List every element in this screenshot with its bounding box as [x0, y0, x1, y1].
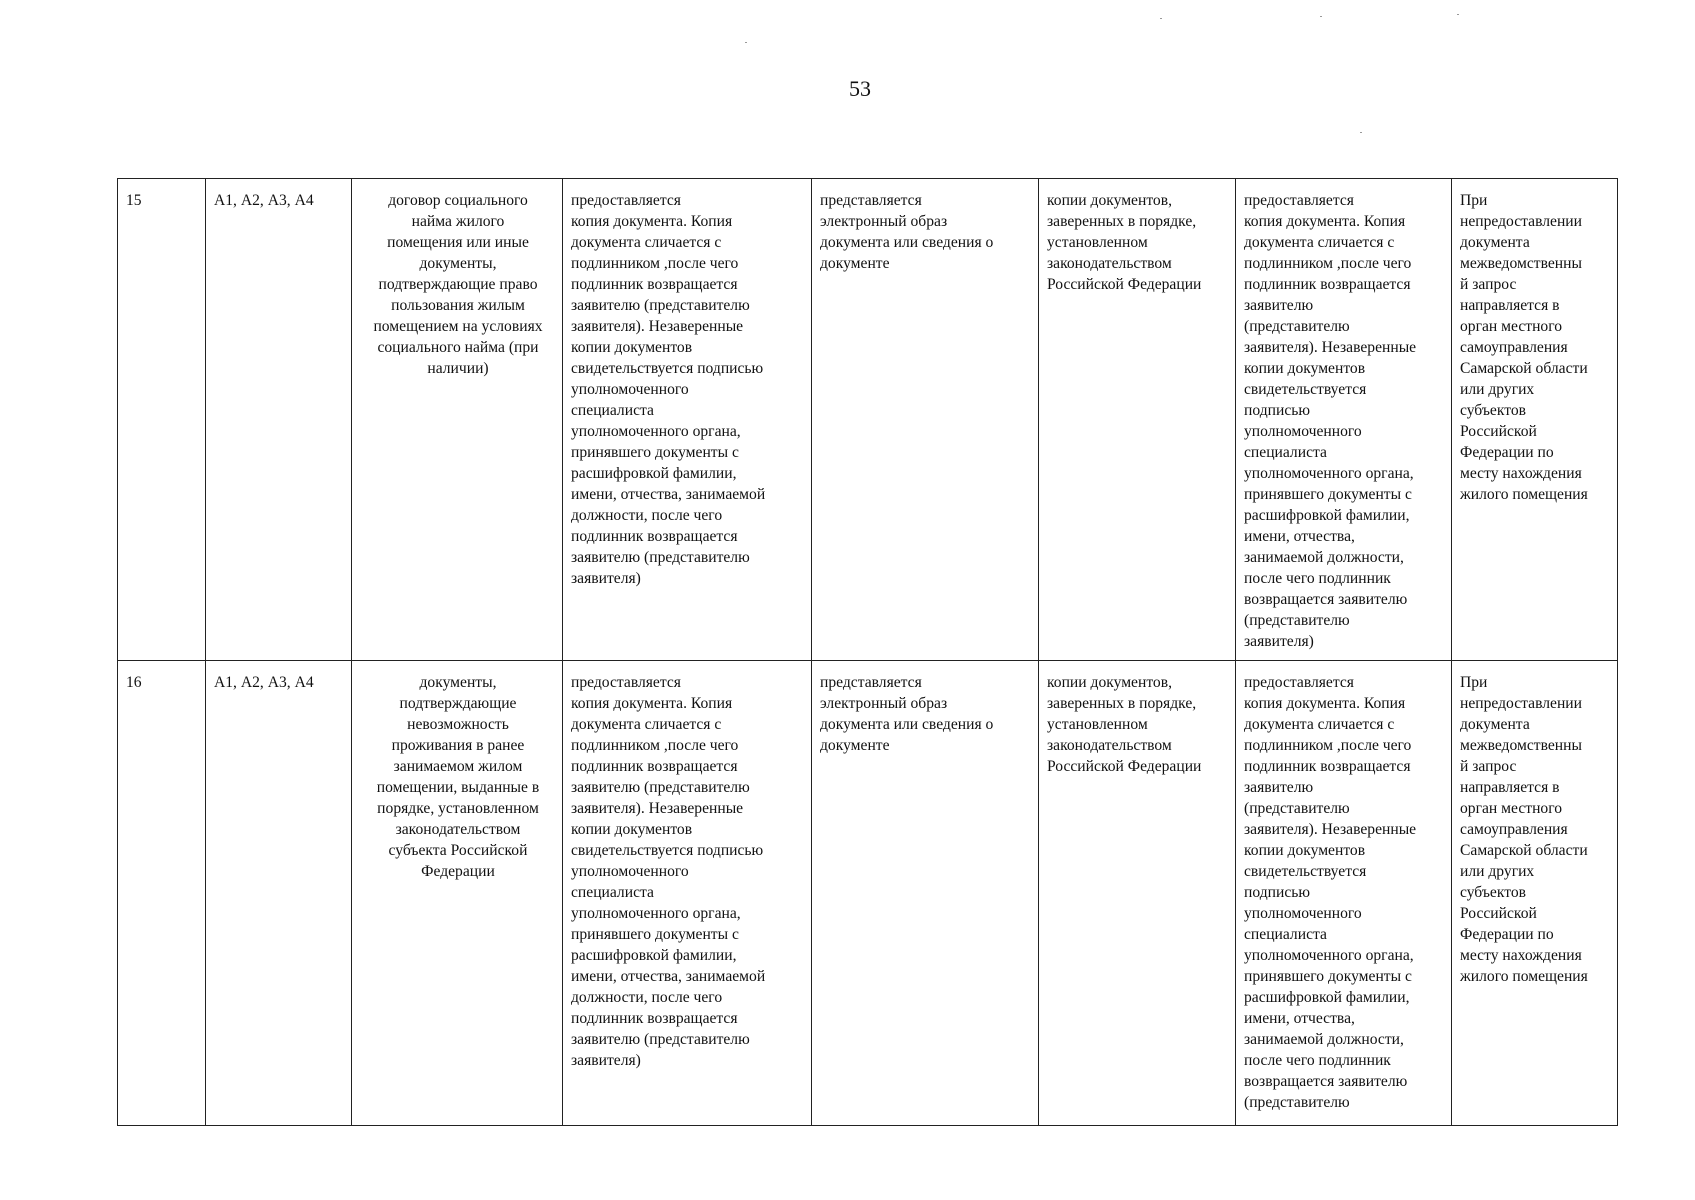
table-row [118, 661, 1618, 1126]
requirements-cell: копии документов, заверенных в порядке, установленном законодательством Российской Федерации [1039, 179, 1236, 661]
presentation-method-2-cell: предоставляется копия документа. Копия документа сличается с подлинником ,после чего подлинник возвращается заявителю (представителю заявителя). Незаверенные копии документов свидетельствуется подписью уполномоченного специалиста уполномоченного органа, принявшего документы с расшифровкой фамилии, имени, отчества, занимаемой должности, после чего подлинник возвращается заявителю (представителю заявителя) [1236, 179, 1452, 661]
applicants-cell: А1, А2, А3, А4 [206, 661, 352, 1126]
presentation-method-2-cell: предоставляется копия документа. Копия документа сличается с подлинником ,после чего подлинник возвращается заявителю (представителю заявителя). Незаверенные копии документов свидетельствуется подписью уполномоченного специалиста уполномоченного органа, принявшего документы с расшифровкой фамилии, имени, отчества, занимаемой должности, после чего подлинник возвращается заявителю (представителю [1236, 661, 1452, 1126]
page-number: 53 [849, 76, 871, 101]
note-cell: При непредоставлении документа межведомственны й запрос направляется в орган местного самоуправления Самарской области или других субъектов Российской Федерации по месту нахождения жилого помещения [1452, 661, 1618, 1126]
document-name-cell: документы, подтверждающие невозможность проживания в ранее занимаемом жилом помещении, выданные в порядке, установленном законодательством субъекта Российской Федерации [352, 661, 563, 1126]
row-number-cell: 15 [118, 179, 206, 661]
requirements-cell: копии документов, заверенных в порядке, установленном законодательством Российской Федерации [1039, 661, 1236, 1126]
presentation-method-cell: предоставляется копия документа. Копия документа сличается с подлинником ,после чего подлинник возвращается заявителю (представителю заявителя). Незаверенные копии документов свидетельствуется подписью уполномоченного специалиста уполномоченного органа, принявшего документы с расшифровкой фамилии, имени, отчества, занимаемой должности, после чего подлинник возвращается заявителю (представителю заявителя) [563, 179, 812, 661]
applicants-cell: А1, А2, А3, А4 [206, 179, 352, 661]
row-number-cell: 16 [118, 661, 206, 1126]
scan-speck [1457, 14, 1459, 15]
note-cell: При непредоставлении документа межведомственны й запрос направляется в орган местного самоуправления Самарской области или других субъектов Российской Федерации по месту нахождения жилого помещения [1452, 179, 1618, 661]
scan-speck [1360, 132, 1362, 133]
scan-speck [1160, 18, 1162, 19]
scan-speck [1320, 16, 1322, 17]
documents-table [117, 178, 1618, 1126]
scan-speck [745, 42, 747, 43]
presentation-method-cell: предоставляется копия документа. Копия документа сличается с подлинником ,после чего подлинник возвращается заявителю (представителю заявителя). Незаверенные копии документов свидетельствуется подписью уполномоченного специалиста уполномоченного органа, принявшего документы с расшифровкой фамилии, имени, отчества, занимаемой должности, после чего подлинник возвращается заявителю (представителю заявителя) [563, 661, 812, 1126]
table-row [118, 179, 1618, 661]
electronic-form-cell: представляется электронный образ документа или сведения о документе [812, 661, 1039, 1126]
document-name-cell: договор социального найма жилого помещения или иные документы, подтверждающие право пользования жилым помещением на условиях социального найма (при наличии) [352, 179, 563, 661]
electronic-form-cell: представляется электронный образ документа или сведения о документе [812, 179, 1039, 661]
